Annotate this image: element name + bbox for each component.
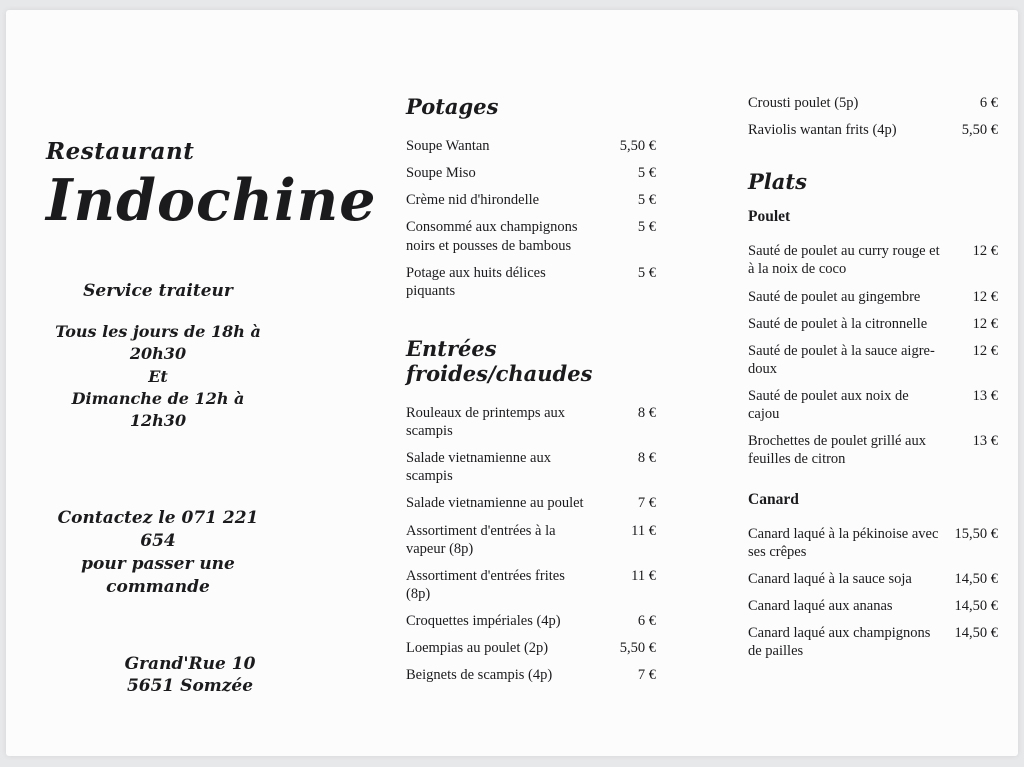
menu-item [748,570,998,588]
menu-item [748,342,998,378]
menu-item [406,264,656,300]
menu-item [406,522,656,558]
menu-item [406,612,656,630]
menu-item [406,191,656,209]
hours-line-3: Dimanche de 12h à 12h30 [71,389,245,431]
menu-item-price: 5 € [637,264,656,281]
menu-item-price: 12 € [972,243,998,260]
opening-hours [46,321,270,433]
menu-item-price: 14,50 € [954,625,998,641]
menu-item-name: Sauté de poulet aux noix de cajou [748,388,909,423]
contact-info [46,507,270,599]
menu-item [748,432,998,468]
menu-item-price: 13 € [972,388,998,404]
left-column [46,10,377,756]
menu-item [748,624,998,660]
menu-item [748,242,998,278]
contact-line-1: Contactez le 071 221 654 [57,507,259,551]
menu-item-name: Raviolis wantan frits (4p) [748,122,897,139]
menu-page [6,10,1018,756]
right-column [748,10,998,756]
entrees-continued-items [748,94,998,139]
menu-item-name: Rouleaux de printemps aux scampis [406,404,566,439]
menu-item-name: Assortiment d'entrées frites (8p) [406,567,565,602]
section-title-potages: Potages [406,94,499,119]
menu-item-price: 7 € [637,667,656,684]
menu-item-name: Salade vietnamienne aux scampis [406,450,551,485]
menu-item [406,567,656,603]
menu-item [748,387,998,423]
menu-item-price: 14,50 € [954,570,998,587]
section-title-entrees: Entrées froides/chaudes [406,335,593,386]
menu-item [748,94,998,112]
menu-item-price: 5 € [637,219,656,236]
menu-item-price: 12 € [972,288,998,305]
restaurant-name: Indochine [46,167,377,234]
menu-item-price: 15,50 € [954,525,998,542]
menu-item [748,525,998,561]
address [78,653,302,699]
menu-item-name: Salade vietnamienne au poulet [406,495,584,512]
menu-item [406,666,656,684]
menu-item-price: 5,50 € [619,640,656,657]
menu-item-price: 11 € [631,522,656,539]
menu-item-name: Canard laqué à la sauce soja [748,570,912,587]
menu-item-price: 14,50 € [954,597,998,614]
menu-item-price: 5 € [637,192,656,209]
menu-item-price: 8 € [637,404,656,421]
menu-item-name: Sauté de poulet au curry rouge et à la noix de coco [748,243,940,278]
menu-item-price: 6 € [637,613,656,629]
menu-item-price: 13 € [972,433,998,450]
menu-item-price: 11 € [631,567,656,584]
hours-line-2: Et [148,366,168,386]
menu-item-name: Assortiment d'entrées à la vapeur (8p) [406,522,556,557]
contact-line-2: pour passer une commande [81,553,235,597]
poulet-items [748,242,998,468]
canard-items [748,525,998,661]
menu-item-name: Beignets de scampis (4p) [406,667,553,684]
menu-item-price: 5 € [637,165,656,182]
menu-item [748,288,998,306]
menu-item [748,315,998,333]
menu-item [748,597,998,615]
middle-column [406,10,656,756]
menu-item-name: Loempias au poulet (2p) [406,640,549,657]
menu-item-price: 12 € [972,342,998,359]
menu-item-price: 12 € [972,315,998,332]
menu-item-name: Croquettes impériales (4p) [406,613,561,629]
hours-line-1: Tous les jours de 18h à 20h30 [55,321,261,364]
menu-item [406,639,656,657]
section-title-plats: Plats [748,169,807,195]
menu-item-name: Soupe Miso [406,165,476,182]
menu-item-name: Consommé aux champignons noirs et pousses de bambous [406,219,578,254]
restaurant-label: Restaurant [46,138,195,165]
menu-item [406,404,656,440]
menu-item-price: 7 € [637,495,656,512]
service-line: Service traiteur [83,280,233,301]
menu-item-name: Canard laqué aux ananas [748,597,893,614]
subsection-title-poulet: Poulet [748,208,791,226]
menu-item-name: Canard laqué aux champignons de pailles [748,625,931,660]
potages-items [406,137,656,300]
menu-item [406,137,656,155]
menu-item-name: Soupe Wantan [406,138,490,154]
menu-item [406,164,656,182]
address-line-2: 5651 Somzée [126,676,254,697]
menu-item-price: 5,50 € [619,138,656,154]
menu-item [406,494,656,512]
menu-item-name: Crème nid d'hirondelle [406,192,540,209]
subsection-title-canard: Canard [748,490,799,508]
menu-item-price: 5,50 € [961,122,998,139]
menu-item-name: Sauté de poulet à la citronnelle [748,315,928,332]
menu-item [406,218,656,254]
menu-item [748,121,998,139]
menu-item-name: Sauté de poulet à la sauce aigre-doux [748,342,935,377]
menu-item-name: Sauté de poulet au gingembre [748,288,921,305]
menu-item-price: 6 € [979,95,998,111]
address-line-1: Grand'Rue 10 [124,653,256,674]
entrees-items [406,404,656,685]
menu-item-name: Crousti poulet (5p) [748,95,859,111]
menu-item-name: Potage aux huits délices piquants [406,264,546,299]
menu-item-name: Brochettes de poulet grillé aux feuilles de citron [748,433,926,468]
menu-item-price: 8 € [637,450,656,467]
menu-item [406,449,656,485]
menu-item-name: Canard laqué à la pékinoise avec ses crêpes [748,525,939,560]
